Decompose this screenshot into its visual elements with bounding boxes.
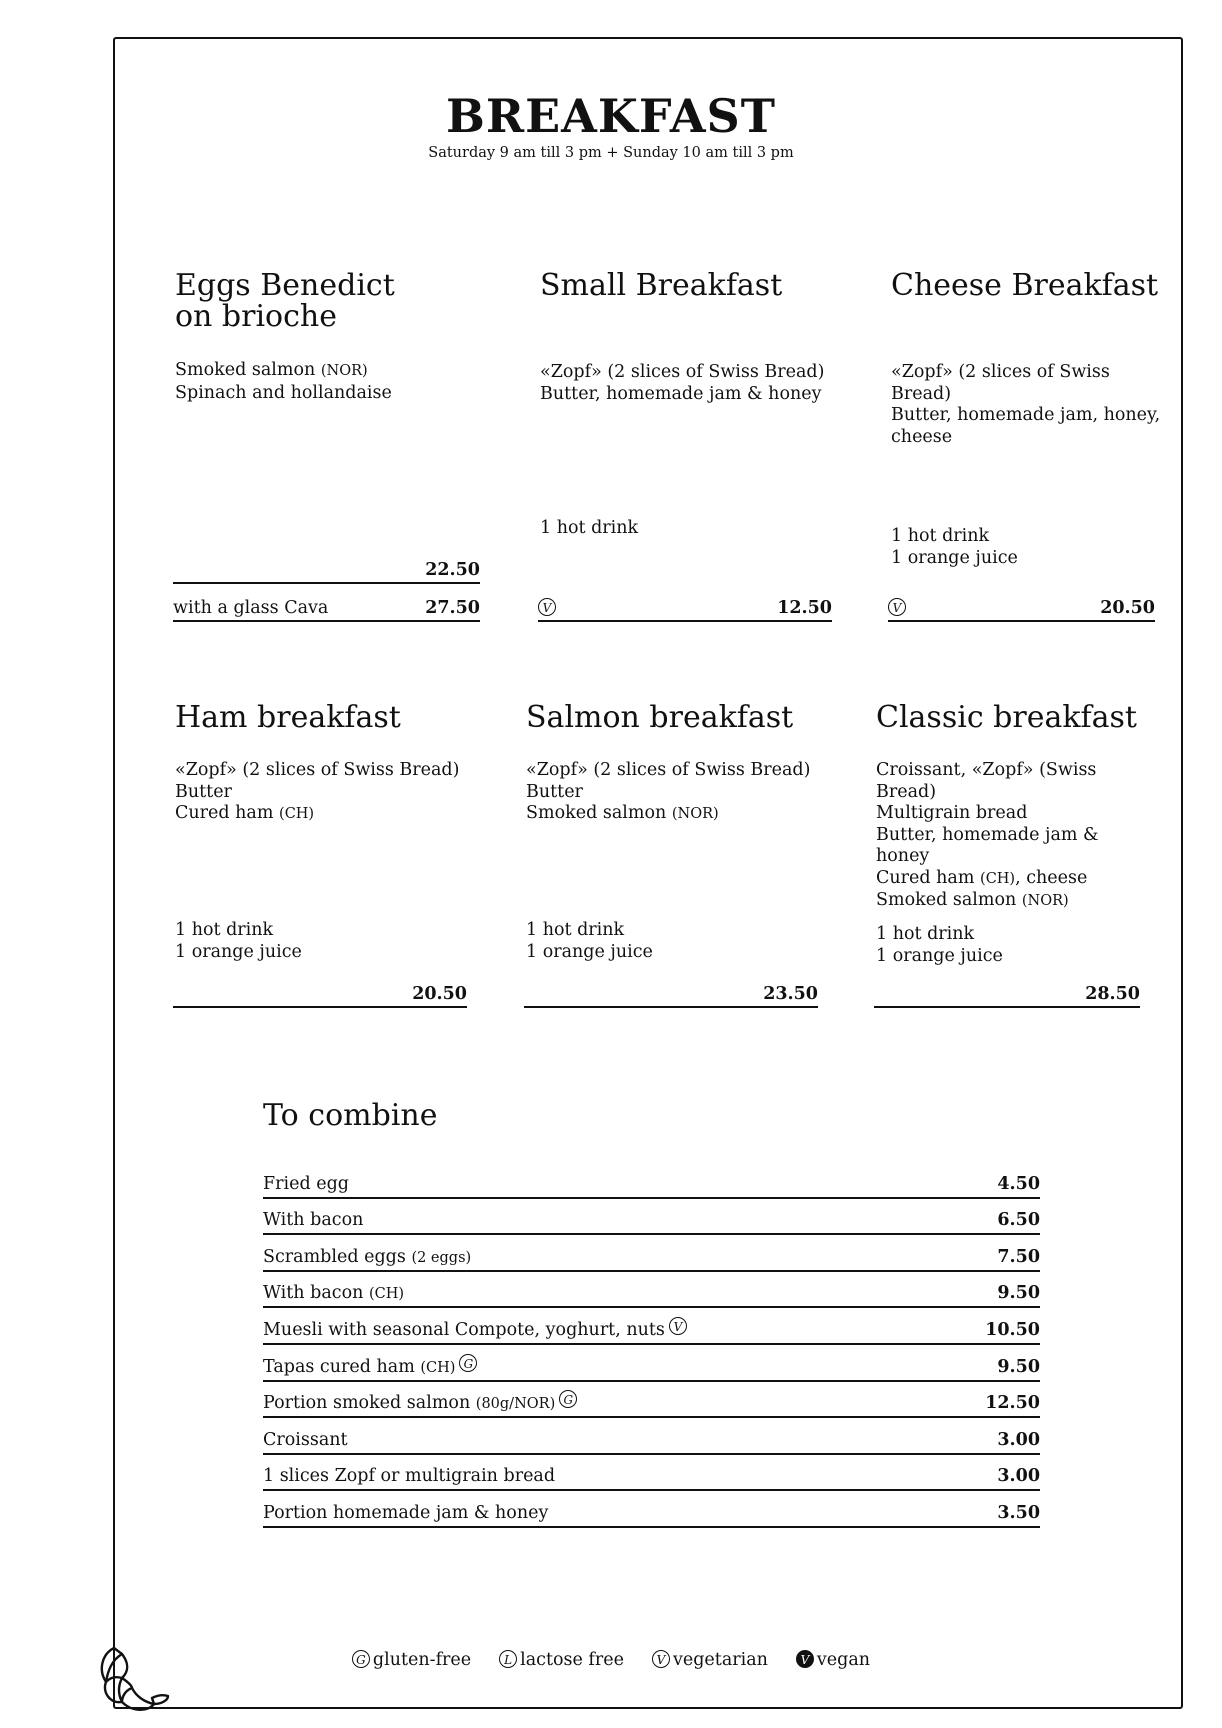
gluten-free-icon: G xyxy=(559,1390,577,1408)
item-description: Croissant, «Zopf» (Swiss Bread) Multigrain bread Butter, homemade jam & honey Cured ham (CH), cheese Smoked salmon (NOR) xyxy=(876,760,1099,910)
combine-price: 9.50 xyxy=(997,1356,1040,1377)
legend-entry xyxy=(796,1650,870,1670)
combine-row xyxy=(263,1345,1040,1382)
combine-price: 3.50 xyxy=(997,1502,1040,1523)
legend-entry xyxy=(652,1650,768,1670)
combine-label: Portion smoked salmon (80g/NOR) G xyxy=(263,1390,985,1413)
item-description: Smoked salmon (NOR) Spinach and hollandaise xyxy=(175,360,392,403)
vegetarian-icon: V xyxy=(669,1317,687,1335)
combine-row xyxy=(263,1455,1040,1492)
combine-row xyxy=(263,1308,1040,1345)
legend-entry xyxy=(352,1650,471,1670)
price: 20.50 xyxy=(412,984,467,1004)
item-drinks: 1 hot drink xyxy=(540,518,639,538)
croissant-icon xyxy=(92,1640,172,1720)
combine-row xyxy=(263,1418,1040,1455)
price: 20.50 xyxy=(1100,598,1155,618)
price: 12.50 xyxy=(777,598,832,618)
price-row xyxy=(874,980,1140,1008)
vegan-icon: V xyxy=(796,1650,814,1668)
combine-price: 3.00 xyxy=(997,1429,1040,1450)
vegetarian-icon: V xyxy=(652,1650,670,1668)
price: 22.50 xyxy=(425,560,480,580)
dietary-legend xyxy=(0,1650,1222,1670)
page-title: BREAKFAST xyxy=(446,89,776,143)
price-row xyxy=(524,980,818,1008)
combine-row xyxy=(263,1272,1040,1309)
combine-label: Tapas cured ham (CH) G xyxy=(263,1354,997,1377)
combine-price: 3.00 xyxy=(997,1466,1040,1487)
vegetarian-icon: V xyxy=(888,598,906,616)
combine-label: Croissant xyxy=(263,1429,348,1450)
combine-row xyxy=(263,1235,1040,1272)
item-drinks: 1 hot drink 1 orange juice xyxy=(891,526,1018,568)
combine-label: With bacon xyxy=(263,1210,364,1231)
price-row-with-cava xyxy=(173,594,480,622)
item-title: Cheese Breakfast xyxy=(891,268,1159,303)
combine-price: 10.50 xyxy=(985,1319,1040,1340)
legend-label: gluten-free xyxy=(372,1650,472,1670)
combine-list xyxy=(263,1162,1040,1528)
legend-label: vegan xyxy=(816,1650,871,1670)
combine-row xyxy=(263,1199,1040,1236)
item-title: Small Breakfast xyxy=(540,268,783,303)
legend-entry xyxy=(499,1650,624,1670)
combine-price: 9.50 xyxy=(997,1283,1040,1304)
item-description: «Zopf» (2 slices of Swiss Bread) Butter, homemade jam & honey xyxy=(540,362,825,404)
item-drinks: 1 hot drink 1 orange juice xyxy=(526,920,653,962)
price: 27.50 xyxy=(425,598,480,618)
price-row xyxy=(888,594,1155,622)
item-title: Classic breakfast xyxy=(876,700,1137,735)
gluten-free-icon: G xyxy=(352,1650,370,1668)
item-drinks: 1 hot drink 1 orange juice xyxy=(175,920,302,962)
combine-label: Scrambled eggs (2 eggs) xyxy=(263,1246,472,1267)
opening-hours: Saturday 9 am till 3 pm + Sunday 10 am till 3 pm xyxy=(428,145,794,161)
item-title: Ham breakfast xyxy=(175,700,401,735)
price-row xyxy=(173,556,480,584)
combine-price: 7.50 xyxy=(997,1246,1040,1267)
combine-label: Fried egg xyxy=(263,1173,349,1194)
combine-label: Portion homemade jam & honey xyxy=(263,1502,549,1523)
price-row xyxy=(538,594,832,622)
item-title: Eggs Benedict on brioche xyxy=(175,268,395,334)
combine-label: Muesli with seasonal Compote, yoghurt, nuts V xyxy=(263,1317,985,1340)
combine-row xyxy=(263,1162,1040,1199)
price: 23.50 xyxy=(763,984,818,1004)
legend-label: lactose free xyxy=(520,1650,624,1670)
vegetarian-icon: V xyxy=(538,598,556,616)
item-description: «Zopf» (2 slices of Swiss Bread) Butter, homemade jam, honey, cheese xyxy=(891,362,1161,447)
combine-label: With bacon (CH) xyxy=(263,1283,405,1304)
item-title: Salmon breakfast xyxy=(526,700,794,735)
item-drinks: 1 hot drink 1 orange juice xyxy=(876,924,1003,966)
section-title-to-combine: To combine xyxy=(263,1098,438,1133)
lactose-free-icon: L xyxy=(499,1650,517,1668)
price-row xyxy=(173,980,467,1008)
item-description: «Zopf» (2 slices of Swiss Bread) Butter Smoked salmon (NOR) xyxy=(526,760,811,823)
price: 28.50 xyxy=(1085,984,1140,1004)
price-label: with a glass Cava xyxy=(173,598,329,618)
combine-row xyxy=(263,1382,1040,1419)
combine-label: 1 slices Zopf or multigrain bread xyxy=(263,1466,556,1487)
legend-label: vegetarian xyxy=(672,1650,768,1670)
combine-price: 12.50 xyxy=(985,1393,1040,1414)
combine-row xyxy=(263,1491,1040,1528)
item-description: «Zopf» (2 slices of Swiss Bread) Butter Cured ham (CH) xyxy=(175,760,460,823)
gluten-free-icon: G xyxy=(459,1354,477,1372)
combine-price: 6.50 xyxy=(997,1210,1040,1231)
combine-price: 4.50 xyxy=(997,1173,1040,1194)
